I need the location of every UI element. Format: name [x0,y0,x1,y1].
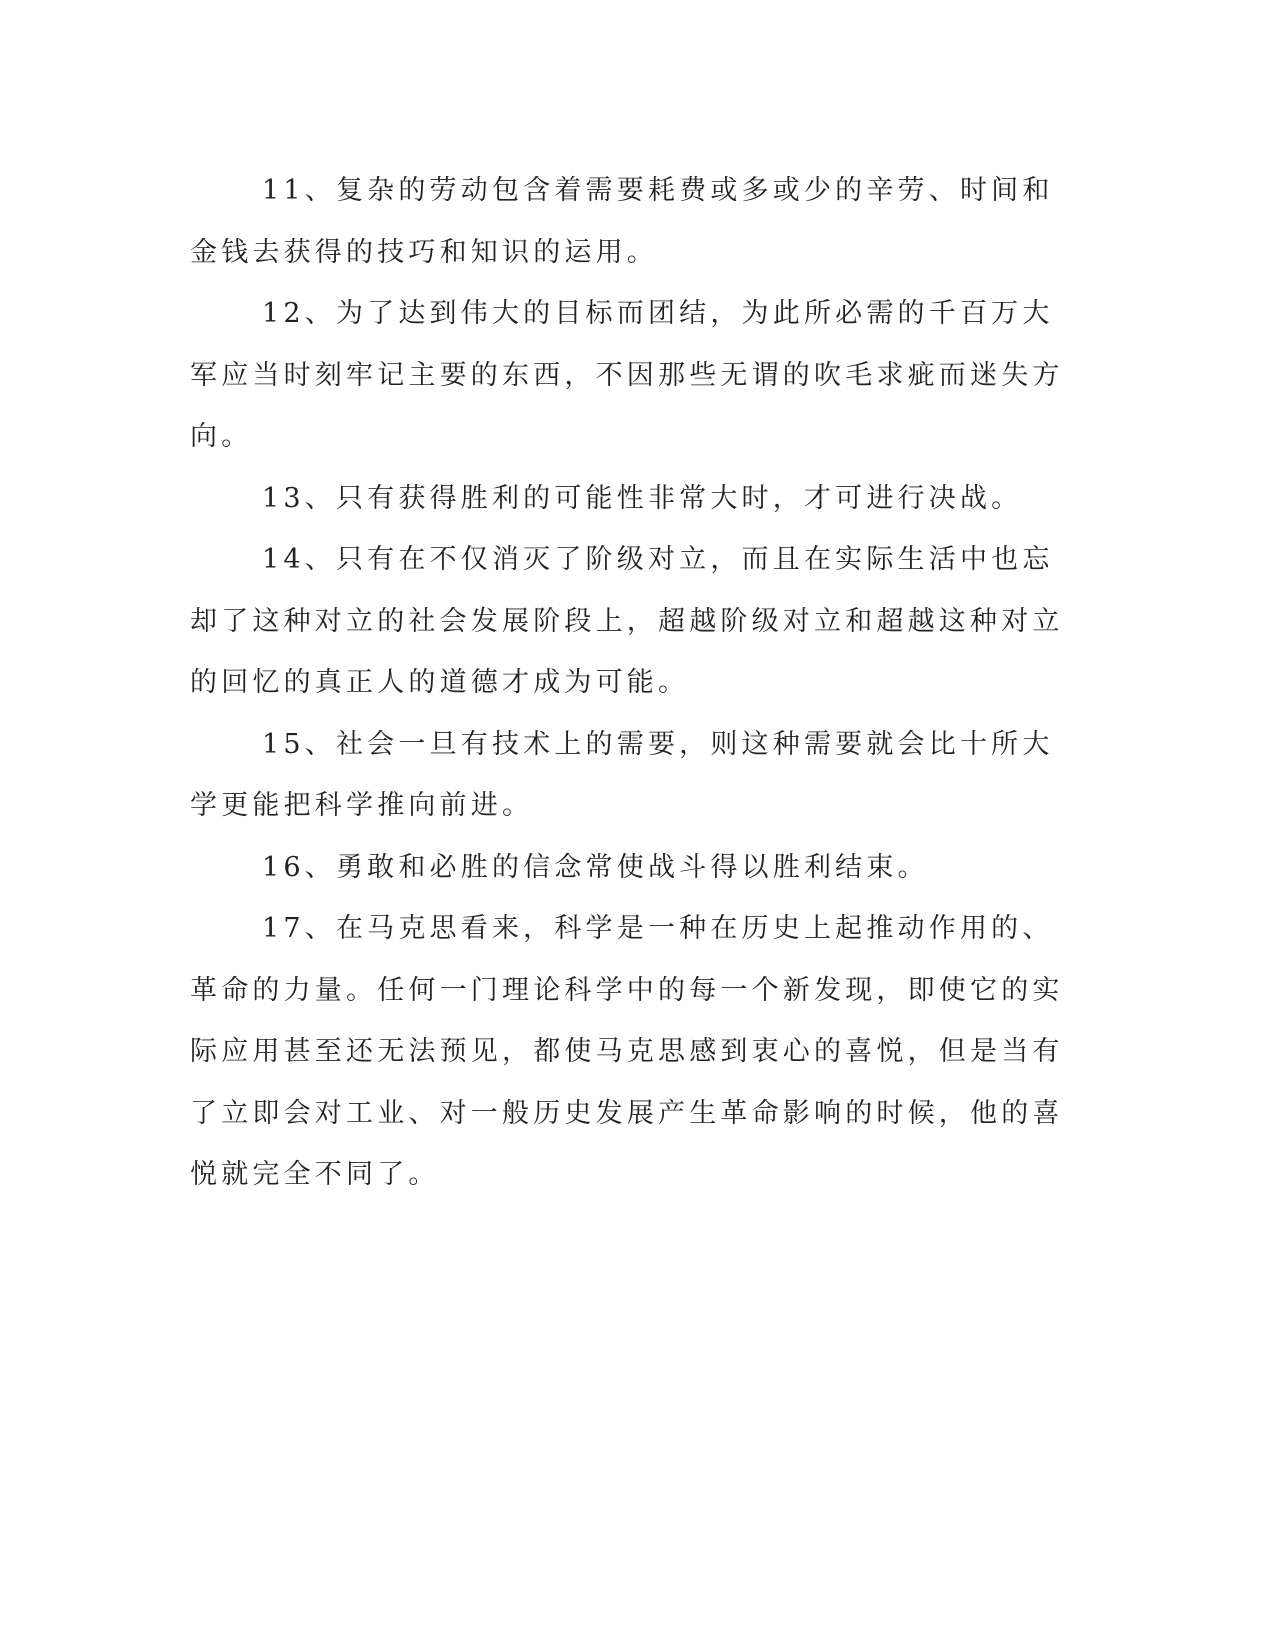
paragraph-13: 13、只有获得胜利的可能性非常大时，才可进行决战。 [262,482,1023,514]
paragraph-16: 16、勇敢和必胜的信念常使战斗得以胜利结束。 [262,851,929,883]
paragraph-17: 17、在马克思看来，科学是一种在历史上起推动作用的、革命的力量。任何一门理论科学中的每一个新发现，即使它的实际应用甚至还无法预见，都使马克思感到衷心的喜悦，但是当有了立即会对工业、对一般历史发展产生革命影响的时候，他的喜悦就完全不同了。 [190,913,1064,1190]
paragraph-15: 15、社会一旦有技术上的需要，则这种需要就会比十所大学更能把科学推向前进。 [190,728,1054,821]
paragraph-14: 14、只有在不仅消灭了阶级对立，而且在实际生活中也忘却了这种对立的社会发展阶段上，超越阶级对立和超越这种对立的回忆的真正人的道德才成为可能。 [190,544,1064,698]
document-body [190,160,1080,1206]
paragraph-12: 12、为了达到伟大的目标而团结，为此所必需的千百万大军应当时刻牢记主要的东西，不因那些无谓的吹毛求疵而迷失方向。 [190,298,1064,452]
paragraph-11: 11、复杂的劳动包含着需要耗费或多或少的辛劳、时间和金钱去获得的技巧和知识的运用。 [190,175,1054,268]
